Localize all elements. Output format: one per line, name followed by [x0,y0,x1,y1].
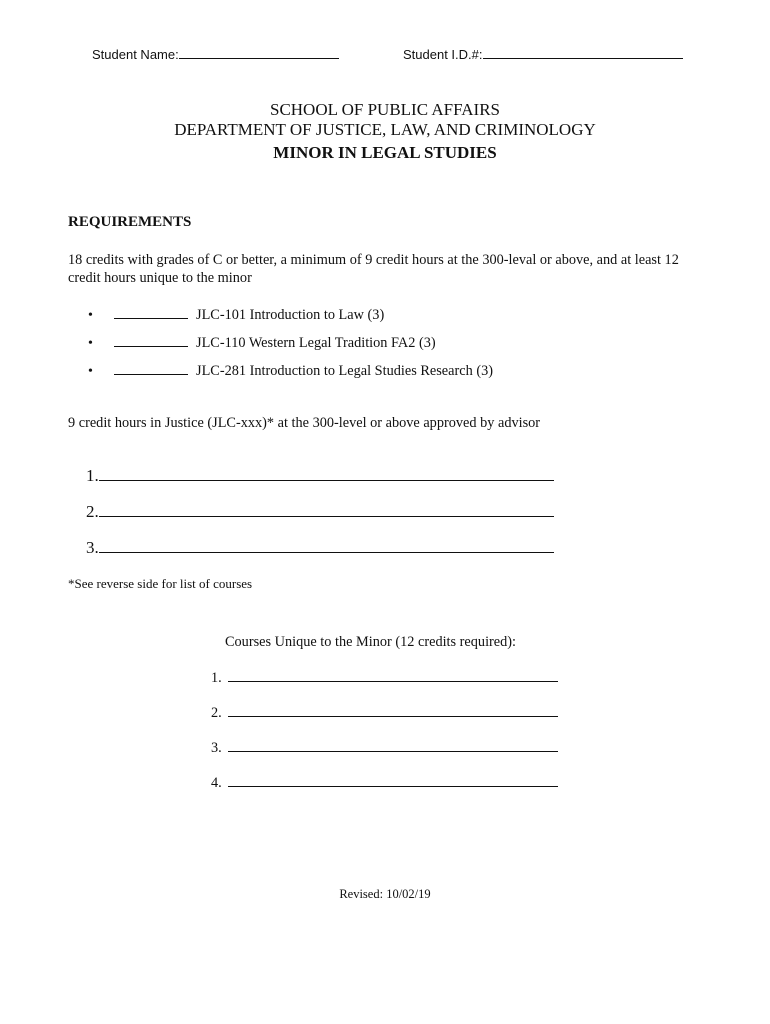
revised-date: Revised: 10/02/19 [339,887,431,901]
unique-course-lines [211,669,558,809]
line-number: 4. [211,775,222,791]
unique-course-line[interactable] [211,669,558,704]
requirements-heading: REQUIREMENTS [68,214,192,230]
fill-in-line[interactable] [99,502,554,517]
line-number: 2. [211,705,222,721]
line-number: 3. [86,538,99,557]
student-name-field[interactable] [92,46,339,62]
bullet-icon: • [88,308,93,323]
unique-course-line[interactable] [211,704,558,739]
fill-in-line[interactable] [99,466,554,481]
unique-course-line[interactable] [211,739,558,774]
unique-courses-title: Courses Unique to the Minor (12 credits required): [225,634,517,650]
bullet-icon: • [88,336,93,351]
student-id-field[interactable] [403,46,683,62]
line-number: 1. [86,466,99,485]
fill-in-line[interactable] [228,739,558,752]
fill-in-line[interactable] [228,774,558,787]
fill-in-line[interactable] [228,704,558,717]
course-label: JLC-101 Introduction to Law (3) [196,307,385,323]
student-id-blank[interactable] [483,46,683,59]
reverse-side-note: *See reverse side for list of courses [68,576,253,591]
student-name-label: Student Name: [92,47,179,62]
course-check-blank[interactable] [114,306,188,319]
line-number: 2. [86,502,99,521]
required-course-item [88,362,493,390]
requirements-text: 18 credits with grades of C or better, a minimum of 9 credit hours at the 300-leval or above, and at least 12 credit hours unique to the minor [68,252,679,286]
justice-course-line[interactable] [86,466,554,502]
course-label: JLC-281 Introduction to Legal Studies Research (3) [196,363,493,379]
required-courses-list [88,306,493,390]
fill-in-line[interactable] [228,669,558,682]
department-title: DEPARTMENT OF JUSTICE, LAW, AND CRIMINOLOGY [174,120,596,139]
course-label: JLC-110 Western Legal Tradition FA2 (3) [196,335,436,351]
line-number: 1. [211,670,222,686]
justice-course-line[interactable] [86,502,554,538]
required-course-item [88,334,493,362]
bullet-icon: • [88,364,93,379]
justice-requirement-text: 9 credit hours in Justice (JLC-xxx)* at the 300-level or above approved by advisor [68,415,541,431]
course-check-blank[interactable] [114,334,188,347]
fill-in-line[interactable] [99,538,554,553]
student-name-blank[interactable] [179,46,339,59]
minor-title: MINOR IN LEGAL STUDIES [273,143,497,162]
student-id-label: Student I.D.#: [403,47,483,62]
justice-course-line[interactable] [86,538,554,574]
course-check-blank[interactable] [114,362,188,375]
justice-course-lines [86,466,554,574]
unique-course-line[interactable] [211,774,558,809]
required-course-item [88,306,493,334]
line-number: 3. [211,740,222,756]
school-title: SCHOOL OF PUBLIC AFFAIRS [269,100,501,119]
